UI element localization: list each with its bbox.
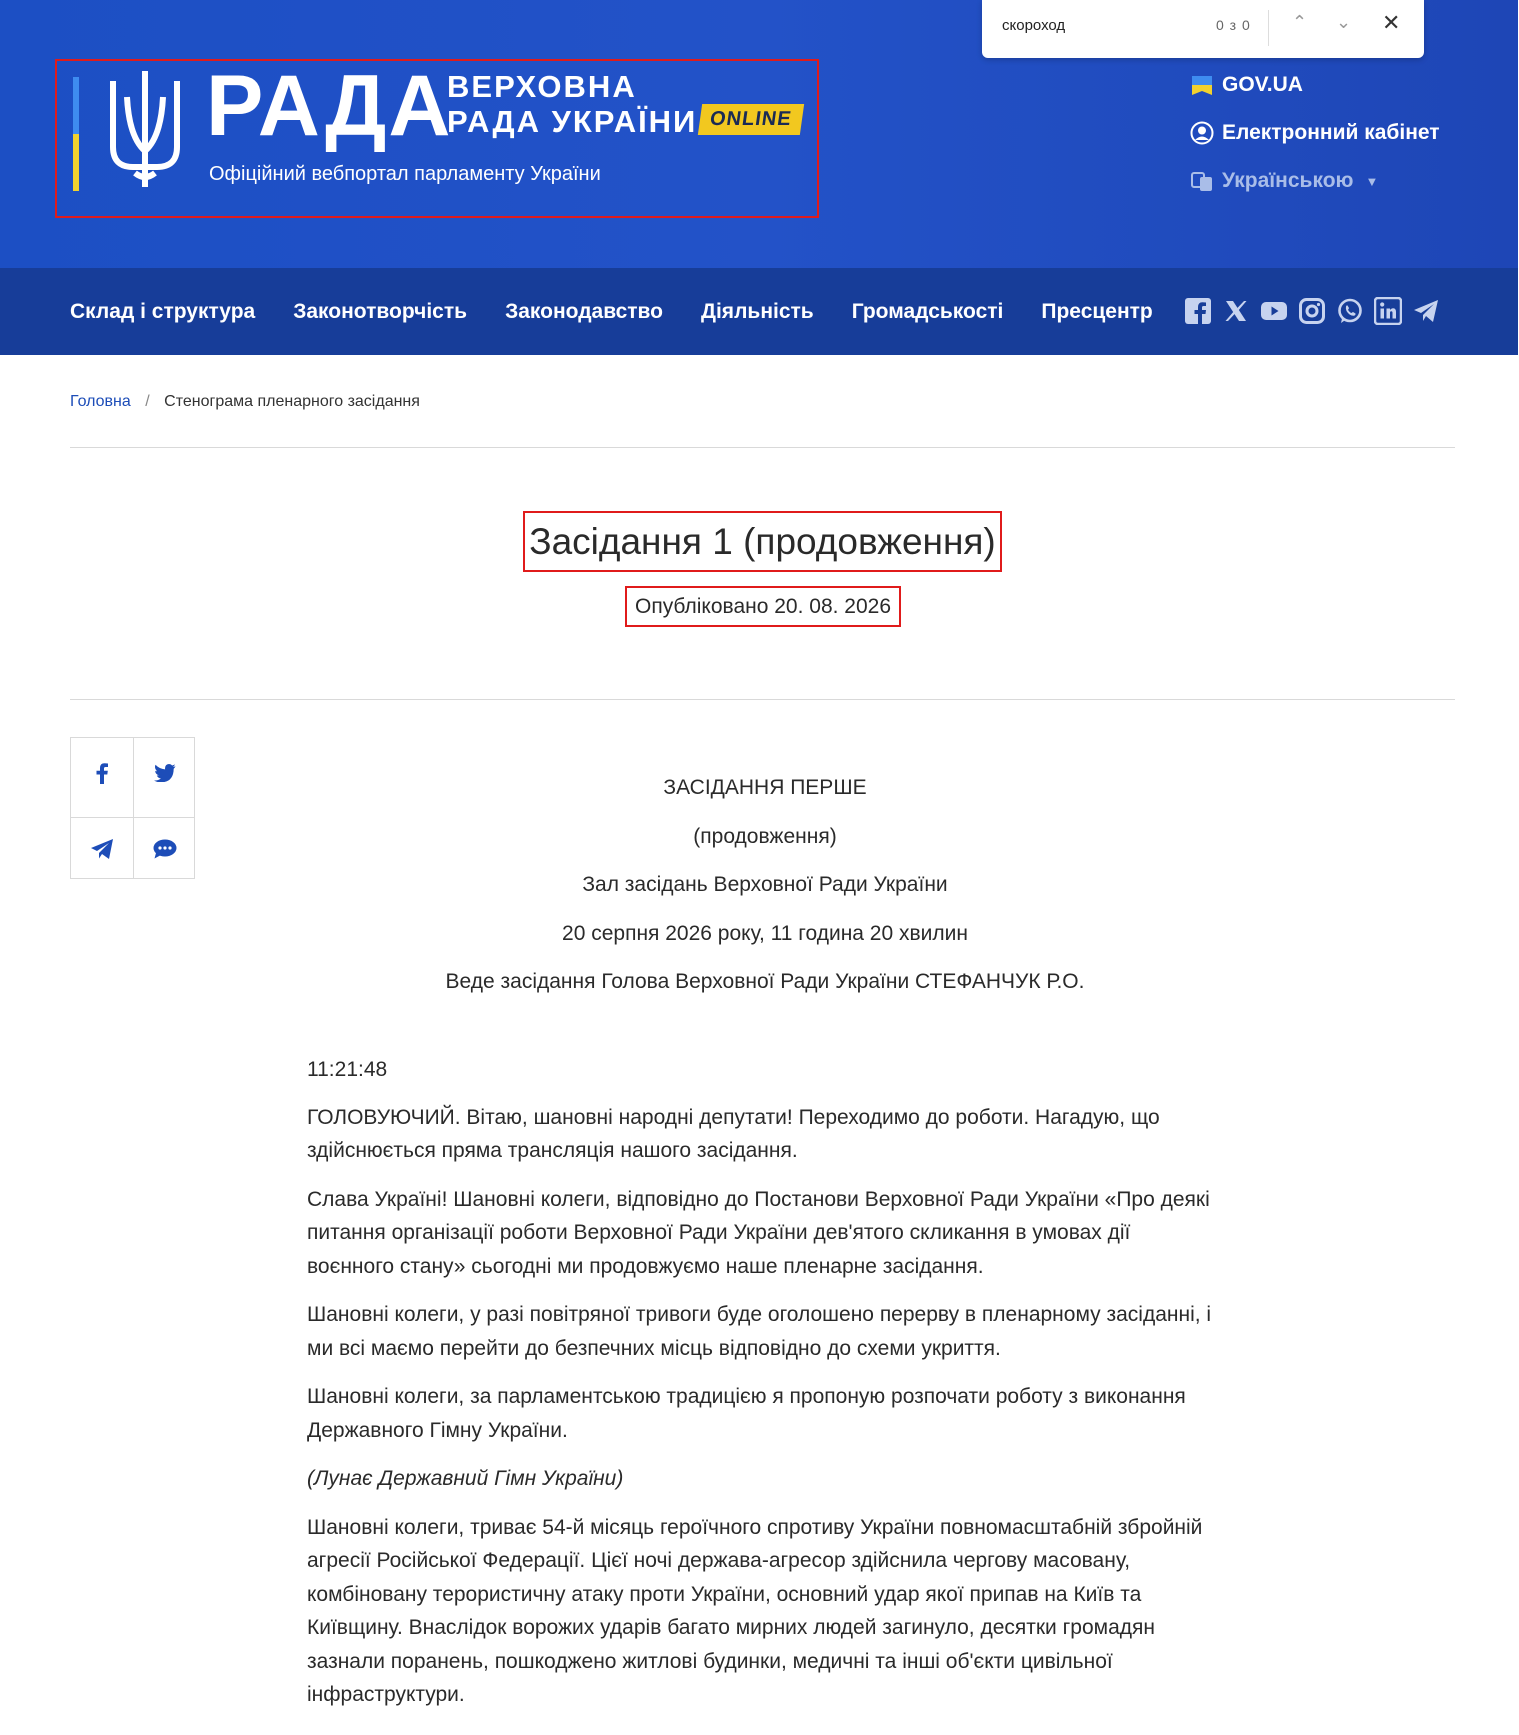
- nav-sklad[interactable]: Склад і структура: [70, 299, 256, 323]
- whatsapp-icon[interactable]: [1336, 297, 1364, 325]
- gov-flag-icon: [1190, 73, 1214, 97]
- page-title: Засідання 1 (продовження): [529, 520, 996, 562]
- twitter-icon: [154, 764, 176, 782]
- stage-direction: (Лунає Державний Гімн України): [307, 1467, 624, 1490]
- session-datetime: 20 серпня 2026 року, 11 година 20 хвилин: [562, 921, 968, 945]
- site-header: [0, 0, 1519, 268]
- rada-wordmark: РАДА: [206, 58, 453, 154]
- published-date: Опубліковано 20. 08. 2026: [625, 586, 901, 627]
- share-panel: [70, 737, 195, 879]
- main-nav: [0, 268, 1519, 355]
- social-links: [1184, 297, 1450, 325]
- chevron-up-icon[interactable]: ⌃: [1292, 12, 1308, 32]
- transcript: [307, 1053, 1213, 1727]
- chat-bubble-icon: [153, 839, 177, 859]
- telegram-icon[interactable]: [1412, 297, 1440, 325]
- brand-subtitle: [447, 69, 697, 139]
- close-icon[interactable]: ✕: [1382, 10, 1401, 35]
- header-links: [1190, 70, 1440, 214]
- share-twitter-button[interactable]: [134, 738, 196, 808]
- share-facebook-button[interactable]: [71, 738, 133, 808]
- paragraph: Слава Україні! Шановні колеги, відповідно до Постанови Верховної Ради України «Про деякі питання організації роботи Верховної Ради України дев'ятого скликання в умовах дії воєнного стану» сьогодні ми продовжуємо наше пленарне засідання.: [307, 1187, 1210, 1278]
- find-bar: [982, 0, 1424, 58]
- find-query[interactable]: скороход: [1002, 17, 1066, 34]
- language-selector[interactable]: [1190, 166, 1440, 196]
- share-comment-button[interactable]: [134, 818, 196, 880]
- cabinet-label: Електронний кабінет: [1222, 121, 1440, 144]
- title-highlight: [523, 511, 1002, 572]
- divider-top: [70, 447, 1455, 448]
- paragraph: Шановні колеги, триває 54-й місяць героїчного спротиву України повномасштабній збройній агресії Російської Федерації. Цієї ночі держава-агресор здійснила чергову масовану, комбіновану терористичну атаку проти України, основний удар якої припав на Київ та Київщину. Внаслідок ворожих ударів багато мирних людей загинуло, десятки громадян зазнали поранень, пошкоджено житлові будинки, медичні та інші об'єкти цивільної інфраструктури.: [307, 1515, 1203, 1706]
- cabinet-link[interactable]: [1190, 118, 1440, 148]
- instagram-icon[interactable]: [1298, 297, 1326, 325]
- breadcrumb-current: Стенограма пленарного засідання: [164, 393, 420, 410]
- x-icon[interactable]: [1222, 297, 1250, 325]
- brand-slogan: Офіційний вебпортал парламенту України: [209, 163, 601, 185]
- facebook-icon[interactable]: [1184, 297, 1212, 325]
- timestamp: 11:21:48: [307, 1058, 388, 1081]
- find-separator: [1268, 10, 1269, 46]
- breadcrumb-separator: /: [145, 393, 150, 410]
- brand-line-1: ВЕРХОВНА: [447, 69, 637, 104]
- paragraph: Шановні колеги, у разі повітряної тривоги буде оголошено перерву в пленарному засіданні, і ми всі маємо перейти до безпечних місць відповідно до схеми укриття.: [307, 1303, 1212, 1360]
- breadcrumb-home[interactable]: Головна: [70, 393, 131, 410]
- paragraph: ГОЛОВУЮЧИЙ. Вітаю, шановні народні депутати! Переходимо до роботи. Нагадую, що здійснюється пряма трансляція нашого засідання.: [307, 1105, 1160, 1162]
- gov-ua-link[interactable]: [1190, 70, 1440, 100]
- flag-bar: [73, 77, 79, 191]
- chevron-down-icon[interactable]: ⌄: [1336, 12, 1352, 32]
- facebook-icon: [95, 762, 109, 784]
- session-heading: ЗАСІДАННЯ ПЕРШЕ: [663, 776, 867, 799]
- trident-icon: [105, 67, 185, 191]
- divider-bottom: [70, 699, 1455, 700]
- brand-line-2: РАДА УКРАЇНИ: [447, 104, 698, 139]
- linkedin-icon[interactable]: [1374, 297, 1402, 325]
- nav-prescentr[interactable]: Пресцентр: [1041, 299, 1153, 323]
- breadcrumb: [70, 393, 420, 411]
- language-label: Українською: [1222, 169, 1354, 192]
- brand-logo[interactable]: [55, 59, 819, 218]
- telegram-icon: [90, 838, 114, 860]
- youtube-icon[interactable]: [1260, 297, 1288, 325]
- online-badge: ONLINE: [698, 104, 804, 135]
- share-telegram-button[interactable]: [71, 818, 133, 880]
- paragraph: Шановні колеги, за парламентською традицією я пропоную розпочати роботу з виконання Державного Гімну України.: [307, 1385, 1186, 1442]
- session-chair: Веде засідання Голова Верховної Ради України СТЕФАНЧУК Р.О.: [445, 970, 1085, 994]
- gov-ua-label: GOV.UA: [1222, 73, 1303, 96]
- caret-down-icon: ▼: [1365, 173, 1379, 189]
- session-header: [300, 770, 1230, 1013]
- session-continuation: (продовження): [693, 824, 837, 848]
- nav-zakonotvorchist[interactable]: Законотворчість: [293, 299, 468, 323]
- nav-diyalnist[interactable]: Діяльність: [701, 299, 814, 323]
- nav-zakonodavstvo[interactable]: Законодавство: [505, 299, 664, 323]
- find-count: 0 з 0: [1216, 17, 1251, 33]
- user-icon: [1190, 121, 1214, 145]
- session-hall: Зал засідань Верховної Ради України: [582, 873, 948, 897]
- translate-icon: [1190, 169, 1214, 193]
- nav-gromadskosti[interactable]: Громадськості: [851, 299, 1004, 323]
